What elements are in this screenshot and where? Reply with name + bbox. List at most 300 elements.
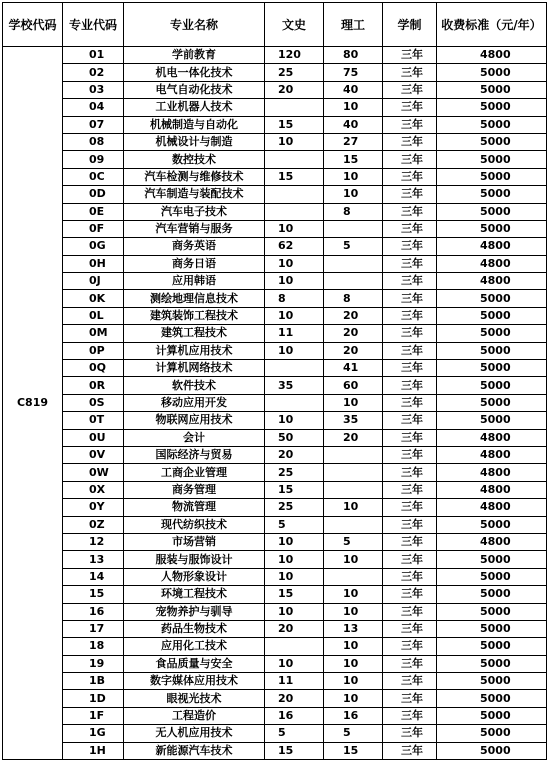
table-row <box>3 394 547 411</box>
major-code-cell: 0H <box>63 255 124 272</box>
table-row <box>3 238 547 255</box>
wenshi-cell <box>265 186 324 203</box>
major-name-cell: 商务日语 <box>124 255 265 272</box>
enrollment-plan-table-wrapper <box>2 2 547 760</box>
major-name-cell: 机电一体化技术 <box>124 64 265 81</box>
fee-cell: 5000 <box>437 742 547 759</box>
xuezhi-cell: 三年 <box>383 290 437 307</box>
fee-cell: 5000 <box>437 638 547 655</box>
fee-cell: 5000 <box>437 516 547 533</box>
ligong-cell: 10 <box>324 638 383 655</box>
major-name-cell: 国际经济与贸易 <box>124 446 265 463</box>
major-code-cell: 0T <box>63 412 124 429</box>
xuezhi-cell: 三年 <box>383 551 437 568</box>
ligong-cell <box>324 220 383 237</box>
major-name-cell: 服装与服饰设计 <box>124 551 265 568</box>
table-row <box>3 499 547 516</box>
major-name-cell: 商务管理 <box>124 481 265 498</box>
xuezhi-cell: 三年 <box>383 81 437 98</box>
xuezhi-cell: 三年 <box>383 707 437 724</box>
major-code-cell: 1B <box>63 673 124 690</box>
fee-cell: 5000 <box>437 412 547 429</box>
ligong-cell: 13 <box>324 620 383 637</box>
wenshi-cell: 10 <box>265 412 324 429</box>
major-name-cell: 物联网应用技术 <box>124 412 265 429</box>
ligong-cell: 20 <box>324 307 383 324</box>
ligong-cell: 35 <box>324 412 383 429</box>
major-code-cell: 03 <box>63 81 124 98</box>
major-code-cell: 0R <box>63 377 124 394</box>
ligong-cell: 10 <box>324 586 383 603</box>
ligong-cell: 5 <box>324 725 383 742</box>
fee-cell: 4800 <box>437 273 547 290</box>
xuezhi-cell: 三年 <box>383 220 437 237</box>
major-code-cell: 13 <box>63 551 124 568</box>
xuezhi-cell: 三年 <box>383 568 437 585</box>
wenshi-cell: 20 <box>265 446 324 463</box>
ligong-cell: 20 <box>324 325 383 342</box>
ligong-cell: 10 <box>324 99 383 116</box>
fee-cell: 4800 <box>437 446 547 463</box>
wenshi-cell <box>265 394 324 411</box>
fee-cell: 4800 <box>437 464 547 481</box>
table-row <box>3 446 547 463</box>
major-code-cell: 1G <box>63 725 124 742</box>
ligong-cell: 10 <box>324 499 383 516</box>
table-row <box>3 81 547 98</box>
fee-cell: 5000 <box>437 64 547 81</box>
ligong-cell: 5 <box>324 533 383 550</box>
ligong-cell: 10 <box>324 186 383 203</box>
table-row <box>3 325 547 342</box>
ligong-cell: 75 <box>324 64 383 81</box>
fee-cell: 5000 <box>437 133 547 150</box>
major-code-cell: 1H <box>63 742 124 759</box>
xuezhi-cell: 三年 <box>383 464 437 481</box>
major-code-cell: 15 <box>63 586 124 603</box>
fee-cell: 5000 <box>437 655 547 672</box>
ligong-cell <box>324 255 383 272</box>
wenshi-cell: 15 <box>265 168 324 185</box>
fee-cell: 5000 <box>437 203 547 220</box>
ligong-cell <box>324 446 383 463</box>
major-code-cell: 08 <box>63 133 124 150</box>
major-name-cell: 工业机器人技术 <box>124 99 265 116</box>
wenshi-cell: 20 <box>265 81 324 98</box>
xuezhi-cell: 三年 <box>383 151 437 168</box>
major-code-cell: 0V <box>63 446 124 463</box>
major-name-cell: 建筑工程技术 <box>124 325 265 342</box>
major-code-cell: 1F <box>63 707 124 724</box>
major-code-cell: 0U <box>63 429 124 446</box>
header-school-code: 学校代码 <box>3 3 63 47</box>
major-name-cell: 建筑装饰工程技术 <box>124 307 265 324</box>
major-name-cell: 汽车检测与维修技术 <box>124 168 265 185</box>
xuezhi-cell: 三年 <box>383 499 437 516</box>
ligong-cell: 20 <box>324 342 383 359</box>
table-row <box>3 690 547 707</box>
major-name-cell: 应用化工技术 <box>124 638 265 655</box>
table-row <box>3 290 547 307</box>
fee-cell: 5000 <box>437 707 547 724</box>
school-code-cell: C819 <box>3 47 63 760</box>
major-code-cell: 0K <box>63 290 124 307</box>
xuezhi-cell: 三年 <box>383 725 437 742</box>
wenshi-cell: 5 <box>265 516 324 533</box>
major-name-cell: 软件技术 <box>124 377 265 394</box>
ligong-cell: 80 <box>324 47 383 64</box>
xuezhi-cell: 三年 <box>383 116 437 133</box>
major-code-cell: 09 <box>63 151 124 168</box>
header-major-code: 专业代码 <box>63 3 124 47</box>
wenshi-cell: 25 <box>265 499 324 516</box>
table-header <box>3 3 547 47</box>
fee-cell: 4800 <box>437 481 547 498</box>
xuezhi-cell: 三年 <box>383 255 437 272</box>
xuezhi-cell: 三年 <box>383 186 437 203</box>
wenshi-cell: 25 <box>265 64 324 81</box>
wenshi-cell: 62 <box>265 238 324 255</box>
fee-cell: 4800 <box>437 238 547 255</box>
ligong-cell: 27 <box>324 133 383 150</box>
xuezhi-cell: 三年 <box>383 342 437 359</box>
major-name-cell: 人物形象设计 <box>124 568 265 585</box>
major-name-cell: 电气自动化技术 <box>124 81 265 98</box>
xuezhi-cell: 三年 <box>383 377 437 394</box>
xuezhi-cell: 三年 <box>383 64 437 81</box>
xuezhi-cell: 三年 <box>383 690 437 707</box>
wenshi-cell: 10 <box>265 342 324 359</box>
header-wenshi: 文史 <box>265 3 324 47</box>
xuezhi-cell: 三年 <box>383 429 437 446</box>
ligong-cell: 10 <box>324 690 383 707</box>
major-name-cell: 眼视光技术 <box>124 690 265 707</box>
fee-cell: 5000 <box>437 99 547 116</box>
fee-cell: 5000 <box>437 151 547 168</box>
wenshi-cell: 20 <box>265 690 324 707</box>
ligong-cell <box>324 568 383 585</box>
header-major-name: 专业名称 <box>124 3 265 47</box>
header-fee: 收费标准（元/年） <box>437 3 547 47</box>
major-code-cell: 04 <box>63 99 124 116</box>
table-row <box>3 307 547 324</box>
ligong-cell <box>324 481 383 498</box>
major-code-cell: 17 <box>63 620 124 637</box>
major-name-cell: 会计 <box>124 429 265 446</box>
major-code-cell: 0Y <box>63 499 124 516</box>
xuezhi-cell: 三年 <box>383 446 437 463</box>
table-row <box>3 412 547 429</box>
major-name-cell: 计算机网络技术 <box>124 360 265 377</box>
table-row <box>3 603 547 620</box>
major-code-cell: 0J <box>63 273 124 290</box>
major-code-cell: 18 <box>63 638 124 655</box>
table-row <box>3 64 547 81</box>
wenshi-cell: 10 <box>265 273 324 290</box>
fee-cell: 5000 <box>437 394 547 411</box>
major-name-cell: 机械设计与制造 <box>124 133 265 150</box>
fee-cell: 5000 <box>437 725 547 742</box>
table-row <box>3 47 547 64</box>
ligong-cell <box>324 516 383 533</box>
wenshi-cell: 10 <box>265 568 324 585</box>
fee-cell: 5000 <box>437 325 547 342</box>
fee-cell: 5000 <box>437 673 547 690</box>
wenshi-cell: 8 <box>265 290 324 307</box>
major-name-cell: 食品质量与安全 <box>124 655 265 672</box>
table-row <box>3 725 547 742</box>
major-code-cell: 0X <box>63 481 124 498</box>
major-name-cell: 机械制造与自动化 <box>124 116 265 133</box>
ligong-cell: 40 <box>324 81 383 98</box>
xuezhi-cell: 三年 <box>383 360 437 377</box>
xuezhi-cell: 三年 <box>383 586 437 603</box>
table-row <box>3 273 547 290</box>
major-code-cell: 0E <box>63 203 124 220</box>
xuezhi-cell: 三年 <box>383 638 437 655</box>
ligong-cell: 8 <box>324 203 383 220</box>
major-code-cell: 0W <box>63 464 124 481</box>
ligong-cell <box>324 273 383 290</box>
wenshi-cell <box>265 638 324 655</box>
fee-cell: 5000 <box>437 620 547 637</box>
fee-cell: 5000 <box>437 220 547 237</box>
table-row <box>3 655 547 672</box>
wenshi-cell <box>265 203 324 220</box>
table-row <box>3 464 547 481</box>
table-row <box>3 360 547 377</box>
major-name-cell: 计算机应用技术 <box>124 342 265 359</box>
fee-cell: 5000 <box>437 116 547 133</box>
table-row <box>3 255 547 272</box>
wenshi-cell: 10 <box>265 551 324 568</box>
xuezhi-cell: 三年 <box>383 481 437 498</box>
major-code-cell: 19 <box>63 655 124 672</box>
table-row <box>3 707 547 724</box>
header-xuezhi: 学制 <box>383 3 437 47</box>
table-row <box>3 551 547 568</box>
wenshi-cell: 15 <box>265 586 324 603</box>
xuezhi-cell: 三年 <box>383 168 437 185</box>
ligong-cell: 60 <box>324 377 383 394</box>
fee-cell: 5000 <box>437 603 547 620</box>
major-name-cell: 物流管理 <box>124 499 265 516</box>
xuezhi-cell: 三年 <box>383 412 437 429</box>
major-name-cell: 市场营销 <box>124 533 265 550</box>
major-name-cell: 数控技术 <box>124 151 265 168</box>
wenshi-cell <box>265 99 324 116</box>
fee-cell: 5000 <box>437 290 547 307</box>
wenshi-cell: 11 <box>265 673 324 690</box>
major-name-cell: 汽车营销与服务 <box>124 220 265 237</box>
fee-cell: 5000 <box>437 186 547 203</box>
fee-cell: 5000 <box>437 168 547 185</box>
major-name-cell: 工商企业管理 <box>124 464 265 481</box>
xuezhi-cell: 三年 <box>383 603 437 620</box>
wenshi-cell: 16 <box>265 707 324 724</box>
xuezhi-cell: 三年 <box>383 533 437 550</box>
fee-cell: 5000 <box>437 551 547 568</box>
major-name-cell: 商务英语 <box>124 238 265 255</box>
ligong-cell: 10 <box>324 551 383 568</box>
header-ligong: 理工 <box>324 3 383 47</box>
fee-cell: 4800 <box>437 499 547 516</box>
ligong-cell: 10 <box>324 168 383 185</box>
fee-cell: 5000 <box>437 690 547 707</box>
fee-cell: 5000 <box>437 342 547 359</box>
ligong-cell: 10 <box>324 394 383 411</box>
table-row <box>3 377 547 394</box>
fee-cell: 4800 <box>437 255 547 272</box>
wenshi-cell: 11 <box>265 325 324 342</box>
table-row <box>3 203 547 220</box>
wenshi-cell <box>265 360 324 377</box>
major-code-cell: 0C <box>63 168 124 185</box>
enrollment-plan-table <box>2 2 547 760</box>
table-row <box>3 568 547 585</box>
major-name-cell: 宠物养护与驯导 <box>124 603 265 620</box>
wenshi-cell: 10 <box>265 655 324 672</box>
table-row <box>3 116 547 133</box>
major-name-cell: 环境工程技术 <box>124 586 265 603</box>
major-name-cell: 移动应用开发 <box>124 394 265 411</box>
table-row <box>3 516 547 533</box>
major-code-cell: 0F <box>63 220 124 237</box>
major-code-cell: 1D <box>63 690 124 707</box>
fee-cell: 4800 <box>437 429 547 446</box>
table-row <box>3 638 547 655</box>
xuezhi-cell: 三年 <box>383 394 437 411</box>
ligong-cell <box>324 464 383 481</box>
xuezhi-cell: 三年 <box>383 516 437 533</box>
major-code-cell: 0S <box>63 394 124 411</box>
major-code-cell: 0G <box>63 238 124 255</box>
major-code-cell: 14 <box>63 568 124 585</box>
major-name-cell: 现代纺织技术 <box>124 516 265 533</box>
major-code-cell: 12 <box>63 533 124 550</box>
major-code-cell: 0D <box>63 186 124 203</box>
major-code-cell: 01 <box>63 47 124 64</box>
header-row <box>3 3 547 47</box>
major-name-cell: 汽车电子技术 <box>124 203 265 220</box>
ligong-cell: 40 <box>324 116 383 133</box>
fee-cell: 4800 <box>437 47 547 64</box>
ligong-cell: 16 <box>324 707 383 724</box>
wenshi-cell: 15 <box>265 481 324 498</box>
xuezhi-cell: 三年 <box>383 325 437 342</box>
wenshi-cell: 120 <box>265 47 324 64</box>
major-name-cell: 工程造价 <box>124 707 265 724</box>
wenshi-cell: 25 <box>265 464 324 481</box>
table-row <box>3 673 547 690</box>
major-name-cell: 无人机应用技术 <box>124 725 265 742</box>
ligong-cell: 10 <box>324 603 383 620</box>
wenshi-cell: 10 <box>265 133 324 150</box>
fee-cell: 5000 <box>437 81 547 98</box>
major-code-cell: 16 <box>63 603 124 620</box>
wenshi-cell: 10 <box>265 220 324 237</box>
xuezhi-cell: 三年 <box>383 655 437 672</box>
table-row <box>3 342 547 359</box>
xuezhi-cell: 三年 <box>383 673 437 690</box>
wenshi-cell: 20 <box>265 620 324 637</box>
table-row <box>3 168 547 185</box>
major-name-cell: 测绘地理信息技术 <box>124 290 265 307</box>
major-code-cell: 02 <box>63 64 124 81</box>
wenshi-cell: 35 <box>265 377 324 394</box>
table-row <box>3 620 547 637</box>
ligong-cell: 8 <box>324 290 383 307</box>
table-row <box>3 99 547 116</box>
table-row <box>3 429 547 446</box>
major-name-cell: 汽车制造与装配技术 <box>124 186 265 203</box>
major-name-cell: 新能源汽车技术 <box>124 742 265 759</box>
wenshi-cell: 5 <box>265 725 324 742</box>
table-row <box>3 481 547 498</box>
xuezhi-cell: 三年 <box>383 307 437 324</box>
ligong-cell: 10 <box>324 673 383 690</box>
major-name-cell: 学前教育 <box>124 47 265 64</box>
ligong-cell: 15 <box>324 151 383 168</box>
fee-cell: 5000 <box>437 568 547 585</box>
wenshi-cell: 15 <box>265 116 324 133</box>
fee-cell: 5000 <box>437 377 547 394</box>
xuezhi-cell: 三年 <box>383 133 437 150</box>
ligong-cell: 20 <box>324 429 383 446</box>
ligong-cell: 5 <box>324 238 383 255</box>
xuezhi-cell: 三年 <box>383 99 437 116</box>
table-row <box>3 586 547 603</box>
major-code-cell: 0Q <box>63 360 124 377</box>
major-name-cell: 应用韩语 <box>124 273 265 290</box>
wenshi-cell: 50 <box>265 429 324 446</box>
xuezhi-cell: 三年 <box>383 203 437 220</box>
table-row <box>3 133 547 150</box>
wenshi-cell: 10 <box>265 533 324 550</box>
xuezhi-cell: 三年 <box>383 742 437 759</box>
wenshi-cell: 15 <box>265 742 324 759</box>
table-row <box>3 151 547 168</box>
major-code-cell: 0P <box>63 342 124 359</box>
ligong-cell: 15 <box>324 742 383 759</box>
fee-cell: 5000 <box>437 307 547 324</box>
xuezhi-cell: 三年 <box>383 620 437 637</box>
major-code-cell: 07 <box>63 116 124 133</box>
xuezhi-cell: 三年 <box>383 238 437 255</box>
major-code-cell: 0Z <box>63 516 124 533</box>
xuezhi-cell: 三年 <box>383 47 437 64</box>
wenshi-cell: 10 <box>265 307 324 324</box>
wenshi-cell <box>265 151 324 168</box>
wenshi-cell: 10 <box>265 255 324 272</box>
fee-cell: 5000 <box>437 360 547 377</box>
major-code-cell: 0L <box>63 307 124 324</box>
ligong-cell: 41 <box>324 360 383 377</box>
table-row <box>3 220 547 237</box>
ligong-cell: 10 <box>324 655 383 672</box>
table-row <box>3 186 547 203</box>
major-name-cell: 药品生物技术 <box>124 620 265 637</box>
major-name-cell: 数字媒体应用技术 <box>124 673 265 690</box>
table-body <box>3 47 547 760</box>
fee-cell: 4800 <box>437 533 547 550</box>
wenshi-cell: 10 <box>265 603 324 620</box>
xuezhi-cell: 三年 <box>383 273 437 290</box>
fee-cell: 5000 <box>437 586 547 603</box>
major-code-cell: 0M <box>63 325 124 342</box>
table-row <box>3 742 547 759</box>
table-row <box>3 533 547 550</box>
